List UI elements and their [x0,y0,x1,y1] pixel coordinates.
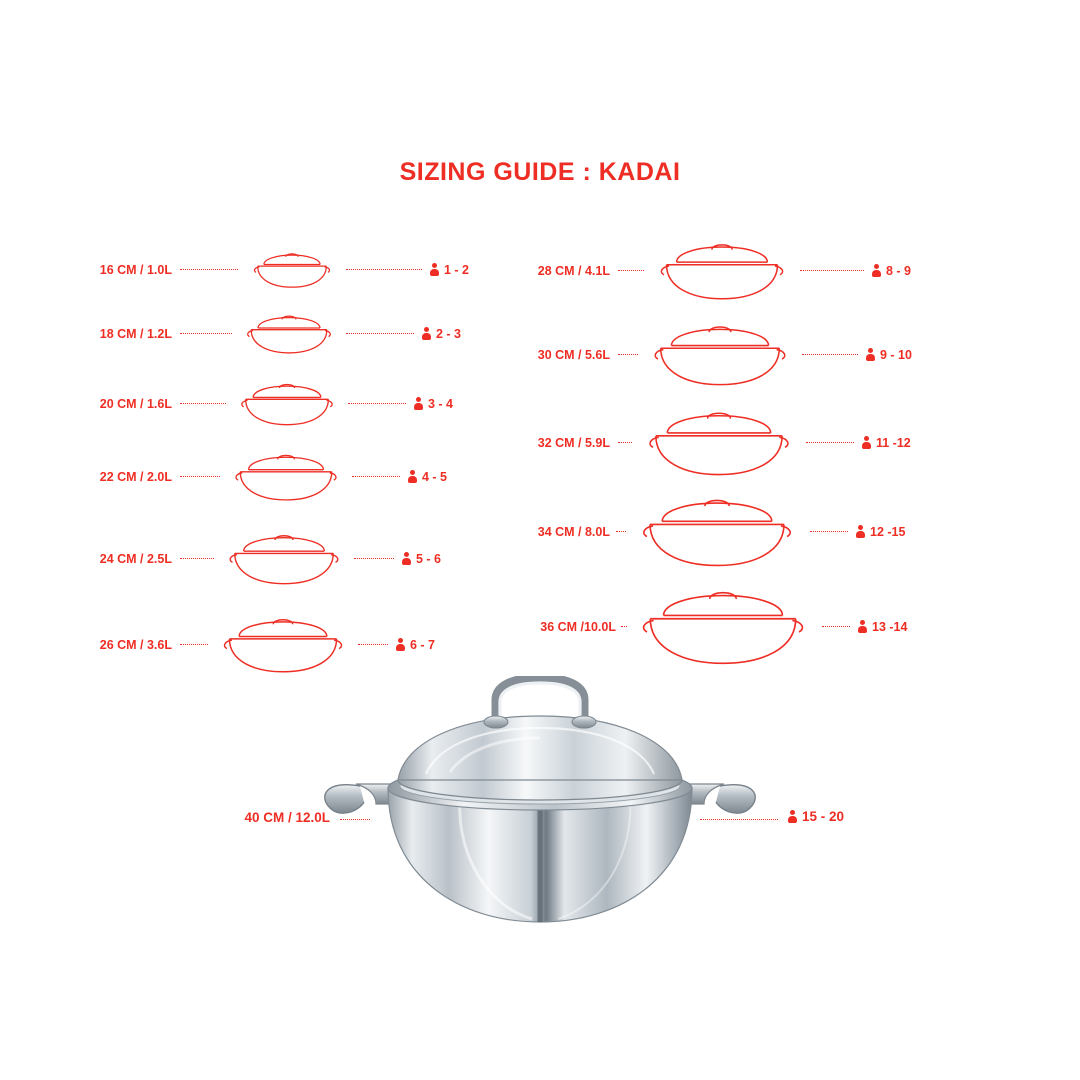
person-icon [788,810,797,824]
person-icon [866,348,875,362]
serves-label: 1 - 2 [444,263,470,277]
leader-dots-left [180,403,226,405]
leader-dots-right [802,354,858,356]
size-row-40cm [0,810,1080,830]
leader-dots-left [180,333,232,335]
serves-badge [430,263,469,277]
leader-dots-right [346,333,414,335]
serves-badge [414,397,453,411]
leader-dots-right [700,819,778,821]
leader-dots-right [822,626,850,628]
size-row-26cm [62,612,502,678]
leader-dots-left [616,531,626,533]
leader-dots-right [806,442,854,444]
person-icon [856,525,865,539]
serves-badge [396,638,435,652]
serves-label: 4 - 5 [422,470,448,484]
kadai-outline-icon [646,324,794,386]
person-icon [414,397,423,411]
serves-badge [858,620,907,634]
size-label: 30 CM / 5.6L [537,348,610,362]
serves-label: 6 - 7 [410,638,436,652]
size-row-18cm [62,310,502,358]
serves-badge [862,436,911,450]
person-icon [858,620,867,634]
leader-dots-left [180,269,238,271]
leader-dots-left [618,442,632,444]
serves-label: 15 - 20 [802,809,845,824]
size-row-32cm [498,404,978,482]
size-label: 24 CM / 2.5L [99,552,172,566]
serves-badge [408,470,447,484]
size-label: 18 CM / 1.2L [99,327,172,341]
serves-label: 11 -12 [876,436,911,450]
size-label: 22 CM / 2.0L [99,470,172,484]
size-label: 28 CM / 4.1L [537,264,610,278]
size-row-36cm [498,582,978,672]
leader-dots-right [346,269,422,271]
kadai-outline-icon [234,382,340,426]
kadai-outline-icon [216,617,350,673]
serves-badge [856,525,905,539]
leader-dots-right [358,644,388,646]
serves-label: 2 - 3 [436,327,462,341]
leader-dots-left [340,819,370,821]
serves-badge [422,327,461,341]
leader-dots-right [800,270,864,272]
size-row-20cm [62,378,502,430]
size-label: 20 CM / 1.6L [99,397,172,411]
kadai-outline-icon [228,453,344,501]
kadai-outline-icon [652,242,792,300]
size-row-22cm [62,448,502,506]
leader-dots-left [180,558,214,560]
person-icon [430,263,439,277]
serves-label: 8 - 9 [886,264,912,278]
serves-label: 12 -15 [870,525,906,539]
size-label: 26 CM / 3.6L [99,638,172,652]
serves-badge [402,552,441,566]
leader-dots-right [352,476,400,478]
person-icon [402,552,411,566]
leader-dots-left [618,270,644,272]
size-label: 16 CM / 1.0L [99,263,172,277]
leader-dots-left [180,476,220,478]
kadai-outline-icon [632,589,814,665]
serves-badge [872,264,911,278]
person-icon [872,264,881,278]
size-row-28cm [498,236,978,306]
kadai-outline-icon [640,410,798,476]
serves-label: 5 - 6 [416,552,442,566]
size-row-24cm [62,528,502,590]
person-icon [422,327,431,341]
serves-badge [788,809,844,824]
size-row-34cm [498,490,978,574]
size-label: 34 CM / 8.0L [537,525,610,539]
kadai-outline-icon [632,497,802,567]
size-row-16cm [62,248,502,292]
leader-dots-left [180,644,208,646]
person-icon [408,470,417,484]
leader-dots-left [621,626,627,628]
person-icon [862,436,871,450]
person-icon [396,638,405,652]
serves-badge [866,348,912,362]
kadai-product-image [300,676,780,936]
size-label: 40 CM / 12.0L [244,810,330,825]
size-label: 36 CM /10.0L [540,620,616,634]
leader-dots-right [348,403,406,405]
size-row-30cm [498,318,978,392]
serves-label: 3 - 4 [428,397,454,411]
page-title: SIZING GUIDE : KADAI [399,158,681,186]
serves-label: 9 - 10 [880,348,912,362]
kadai-outline-icon [246,252,338,288]
leader-dots-right [354,558,394,560]
serves-label: 13 -14 [872,620,908,634]
size-label: 32 CM / 5.9L [537,436,610,450]
kadai-outline-icon [222,533,346,585]
leader-dots-right [810,531,848,533]
leader-dots-left [618,354,638,356]
kadai-outline-icon [240,314,338,354]
